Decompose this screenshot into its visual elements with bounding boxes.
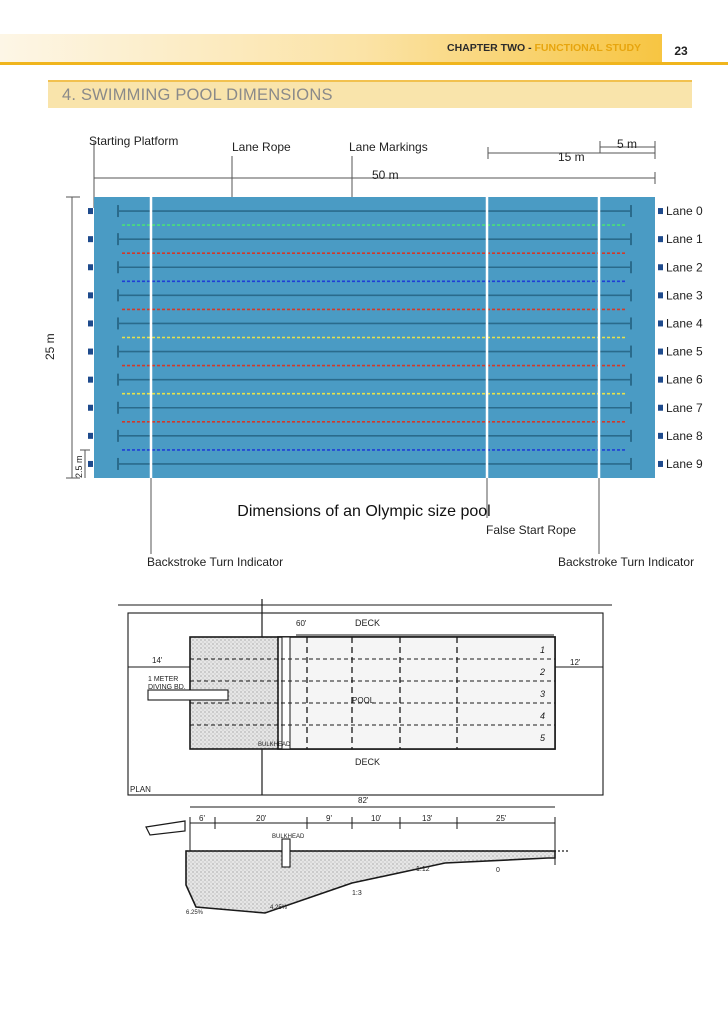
starting-block-right: [658, 461, 663, 467]
section-bar: [48, 80, 692, 108]
label-25m: 25 m: [43, 333, 57, 360]
section-dim-20: 20': [256, 814, 267, 823]
depth-zero: 0: [496, 867, 500, 874]
label-lane-rope: Lane Rope: [232, 140, 291, 154]
label-lane-markings: Lane Markings: [349, 140, 428, 154]
section-dim-6: 6': [199, 814, 205, 823]
label-backstroke-left: Backstroke Turn Indicator: [147, 555, 284, 569]
starting-block-right: [658, 405, 663, 411]
lane-label: Lane 3: [666, 288, 703, 303]
lane-label: Lane 6: [666, 372, 703, 387]
section-dim-9: 9': [326, 814, 332, 823]
plan-lane-number: 5: [540, 733, 546, 743]
pool-section-profile: [186, 851, 555, 913]
starting-block-left: [88, 320, 93, 326]
label-50m: 50 m: [372, 168, 399, 182]
starting-block-right: [658, 292, 663, 298]
starting-block-left: [88, 349, 93, 355]
chapter-heading: [447, 42, 641, 54]
lane-label: Lane 9: [666, 456, 703, 471]
lane-label: Lane 2: [666, 260, 703, 275]
lane-label: Lane 5: [666, 344, 703, 359]
label-backstroke-right: Backstroke Turn Indicator: [558, 555, 695, 569]
label-2-5m: 2.5 m: [74, 455, 84, 478]
lane-label: Lane 0: [666, 204, 703, 219]
plan-lane-number: 2: [540, 667, 546, 677]
lane-label: Lane 7: [666, 400, 703, 415]
label-starting-platform: Starting Platform: [89, 134, 179, 148]
starting-block-right: [658, 377, 663, 383]
starting-block-left: [88, 264, 93, 270]
starting-block-right: [658, 433, 663, 439]
lane-label: Lane 4: [666, 316, 703, 331]
pool-caption: Dimensions of an Olympic size pool: [237, 503, 491, 520]
bulkhead-plan: [282, 637, 290, 749]
label-15m: 15 m: [558, 150, 585, 164]
label-false-start-rope: False Start Rope: [486, 523, 577, 537]
starting-block-right: [658, 236, 663, 242]
plan-deck-bottom: DECK: [355, 757, 381, 767]
section-dim-10: 10': [371, 814, 382, 823]
bulkhead-section: [282, 839, 290, 867]
chapter-label: CHAPTER TWO -: [447, 42, 535, 54]
section-title: 4. SWIMMING POOL DIMENSIONS: [62, 86, 333, 104]
section-bulkhead: BULKHEAD: [272, 834, 305, 840]
diving-board-section: [146, 821, 185, 835]
chapter-highlight: FUNCTIONAL STUDY: [534, 42, 642, 54]
starting-block-left: [88, 236, 93, 242]
starting-block-left: [88, 208, 93, 214]
slope-1-12: 1:12: [416, 866, 430, 873]
starting-block-left: [88, 433, 93, 439]
plan-diving-board: 1 METER DIVING BD.: [148, 676, 186, 691]
starting-block-left: [88, 405, 93, 411]
depth-4-25: 4.25%: [270, 905, 288, 911]
plan-lane-number: 1: [540, 645, 546, 655]
slope-1-3: 1:3: [352, 890, 362, 897]
plan-dim-12: 12': [570, 658, 581, 667]
header-rule: [0, 62, 728, 65]
pool-shallow-plan: [278, 637, 555, 749]
section-dim-25: 25': [496, 814, 507, 823]
starting-block-right: [658, 320, 663, 326]
starting-block-right: [658, 264, 663, 270]
plan-dim-14: 14': [152, 656, 163, 665]
plan-bulkhead: BULKHEAD: [258, 742, 291, 748]
plan-dim-60: 60': [296, 619, 307, 628]
section-dim-82: 82': [358, 796, 369, 805]
plan-lane-number: 4: [540, 711, 546, 721]
label-5m: 5 m: [617, 137, 638, 151]
lane-label: Lane 8: [666, 428, 703, 443]
starting-block-left: [88, 292, 93, 298]
starting-block-left: [88, 377, 93, 383]
lane-label: Lane 1: [666, 232, 703, 247]
page-number: 23: [664, 36, 698, 62]
starting-block-left: [88, 461, 93, 467]
plan-lane-number: 3: [540, 689, 546, 699]
starting-block-right: [658, 208, 663, 214]
plan-pool: POOL: [352, 696, 375, 705]
depth-6-25: 6.25%: [186, 910, 204, 916]
section-dim-13: 13': [422, 814, 433, 823]
plan-deck-top: DECK: [355, 618, 381, 628]
starting-block-right: [658, 349, 663, 355]
plan-label: PLAN: [130, 785, 151, 794]
